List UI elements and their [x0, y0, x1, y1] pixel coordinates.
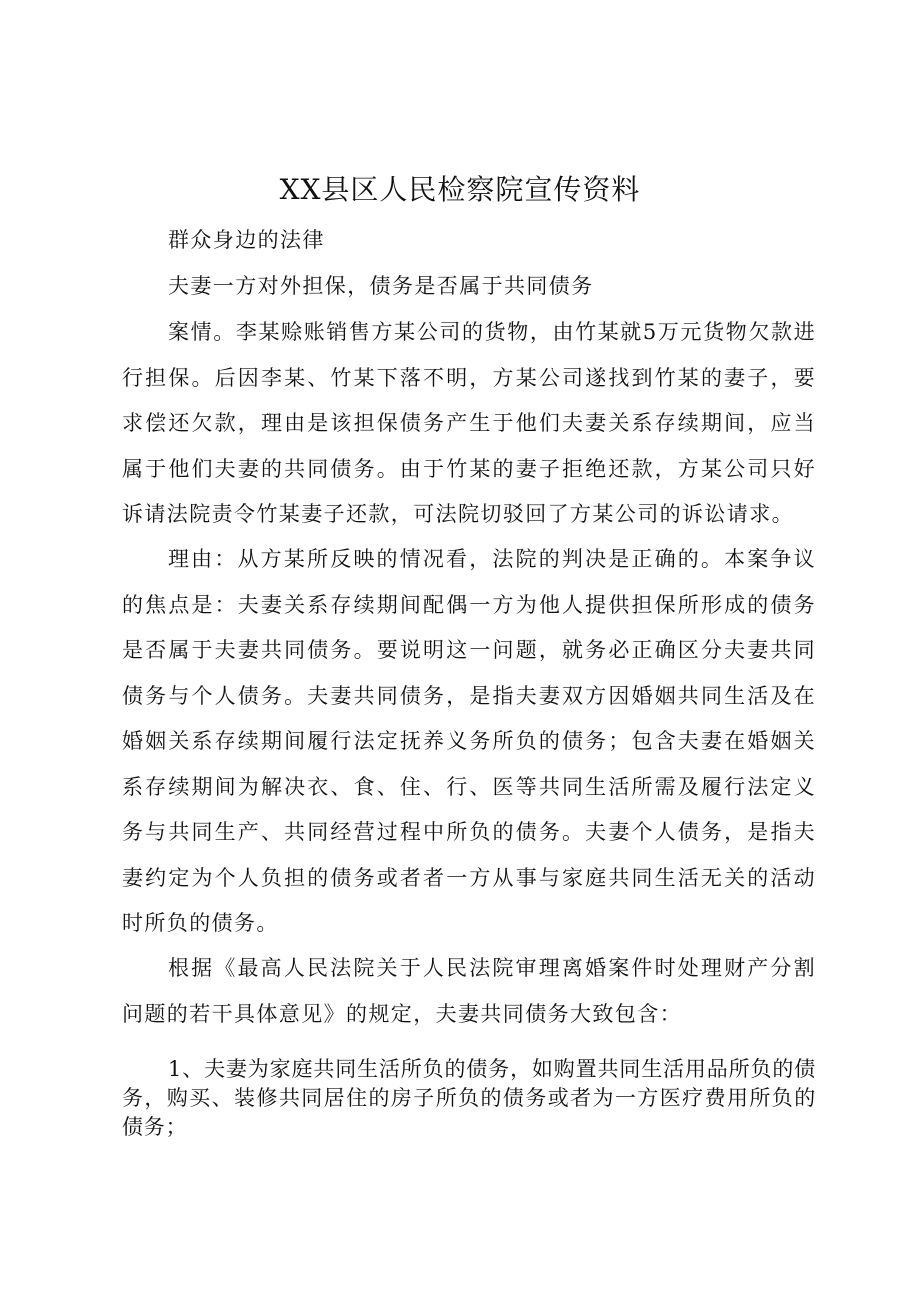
section-subtitle: 群众身边的法律 — [168, 228, 325, 252]
article-heading: 夫妻一方对外担保，债务是否属于共同债务 — [168, 274, 594, 298]
case-paragraph: 案情。李某赊账销售方某公司的货物，由竹某就5万元货物欠款进行担保。后因李某、竹某下落不明，方某公司遂找到竹某的妻子，要求偿还欠款，理由是该担保债务产生于他们夫妻关系存续期间，应当属于他们夫妻的共同债务。由于竹某的妻子拒绝还款，方某公司只好诉请法院责令竹某妻子还款，可法院切驳回了方某公司的诉讼请求。 — [122, 320, 816, 526]
list-item: 1、夫妻为家庭共同生活所负的债务，如购置共同生活用品所负的债务，购买、装修共同居住的房子所负的债务或者为一方医疗费用所负的债务； — [122, 1057, 816, 1139]
legal-basis-paragraph: 根据《最高人民法院关于人民法院审理离婚案件时处理财产分割问题的若干具体意见》的规定，夫妻共同债务大致包含： — [122, 956, 816, 1026]
reason-paragraph: 理由：从方某所反映的情况看，法院的判决是正确的。本案争议的焦点是：夫妻关系存续期间配偶一方为他人提供担保所形成的债务是否属于夫妻共同债务。要说明这一问题，就务必正确区分夫妻共同债务与个人债务。夫妻共同债务，是指夫妻双方因婚姻共同生活及在婚姻关系存续期间履行法定抚养义务所负的债务；包含夫妻在婚姻关系存续期间为解决衣、食、住、行、医等共同生活所需及履行法定义务与共同生产、共同经营过程中所负的债务。夫妻个人债务，是指夫妻约定为个人负担的债务或者者一方从事与家庭共同生活无关的活动时所负的债务。 — [122, 547, 816, 935]
page-title: XX县区人民检察院宣传资料 — [279, 173, 641, 206]
